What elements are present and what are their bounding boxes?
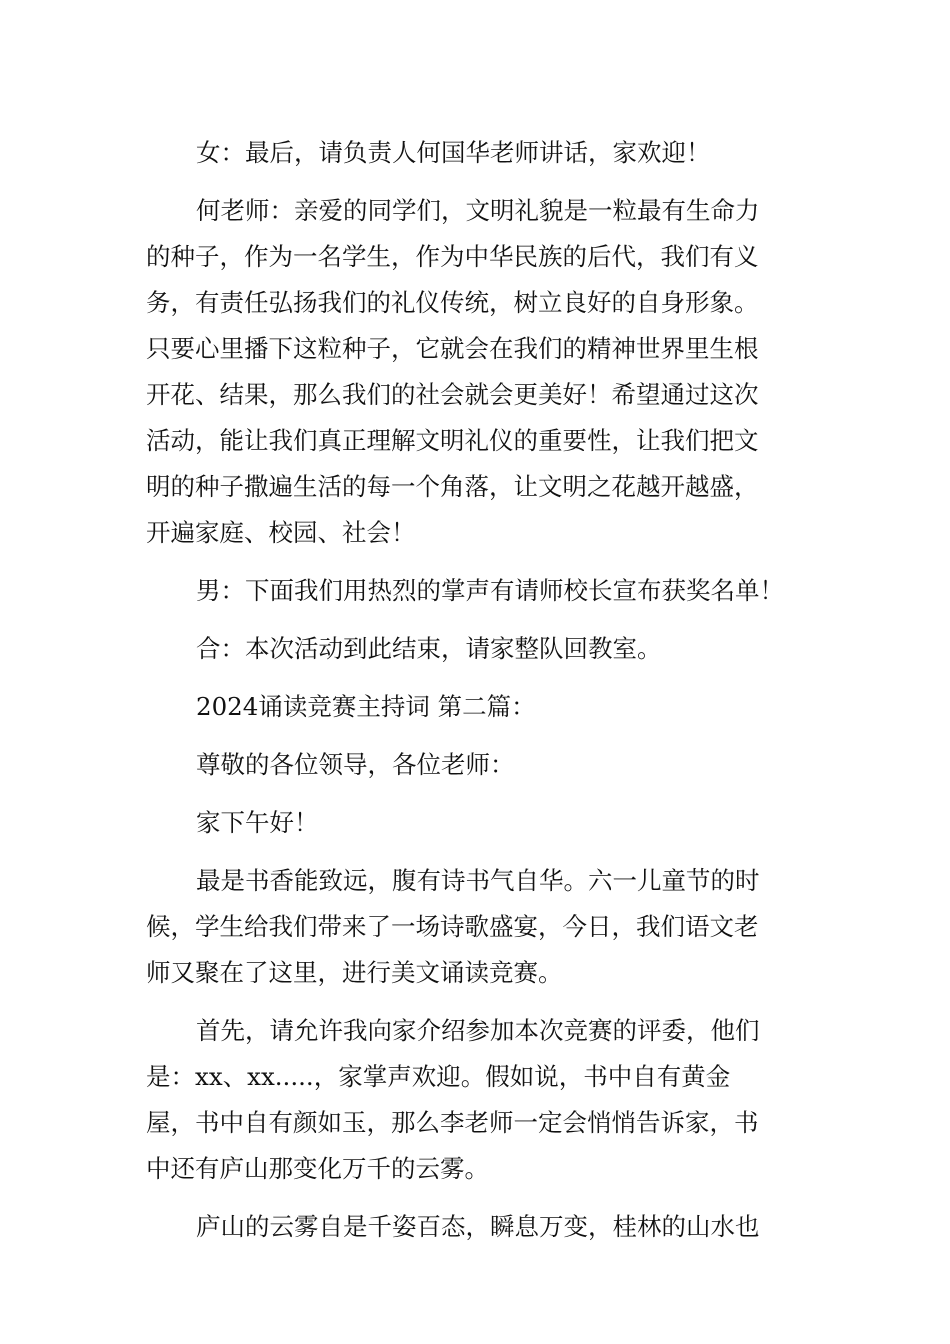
text-line: 活动，能让我们真正理解文明礼仪的重要性，让我们把文 xyxy=(146,426,759,455)
paragraph-greeting xyxy=(146,800,806,846)
text-line: 何老师：亲爱的同学们，文明礼貌是一粒最有生命力 xyxy=(196,196,760,225)
text-line: 2024诵读竞赛主持词 第二篇： xyxy=(196,692,536,721)
text-line: 务，有责任弘扬我们的礼仪传统，树立良好的自身形象。 xyxy=(146,288,759,317)
paragraph-male-host xyxy=(146,568,806,614)
text-line: 候，学生给我们带来了一场诗歌盛宴，今日，我们语文老 xyxy=(146,912,759,941)
text-line: 是：xx、xx.....，家掌声欢迎。假如说，书中自有黄金 xyxy=(146,1062,731,1091)
text-line: 开花、结果，那么我们的社会就会更美好！希望通过这次 xyxy=(146,380,759,409)
text-line: 庐山的云雾自是千姿百态，瞬息万变，桂林的山水也 xyxy=(196,1212,760,1241)
paragraph-female-host xyxy=(146,130,806,176)
paragraph-salutation xyxy=(146,742,806,788)
text-line: 只要心里播下这粒种子，它就会在我们的精神世界里生根 xyxy=(146,334,759,363)
paragraph-joint-closing xyxy=(146,626,806,672)
text-line: 家下午好！ xyxy=(196,808,319,837)
text-line: 的种子，作为一名学生，作为中华民族的后代，我们有义 xyxy=(146,242,759,271)
section-heading xyxy=(146,684,806,730)
text-line: 屋，书中自有颜如玉，那么李老师一定会悄悄告诉家，书 xyxy=(146,1108,759,1137)
text-line: 开遍家庭、校园、社会！ xyxy=(146,518,416,547)
text-line: 男：下面我们用热烈的掌声有请师校长宣布获奖名单！ xyxy=(196,576,784,605)
text-line: 合：本次活动到此结束，请家整队回教室。 xyxy=(196,634,662,663)
text-line: 首先，请允许我向家介绍参加本次竞赛的评委，他们 xyxy=(196,1016,760,1045)
document-page xyxy=(146,130,806,1250)
paragraph-lushan xyxy=(146,1204,806,1250)
text-line: 明的种子撒遍生活的每一个角落，让文明之花越开越盛， xyxy=(146,472,759,501)
text-line: 中还有庐山那变化万千的云雾。 xyxy=(146,1154,489,1183)
text-line: 师又聚在了这里，进行美文诵读竞赛。 xyxy=(146,958,563,987)
paragraph-teacher-he-speech xyxy=(146,188,806,556)
paragraph-judges-intro xyxy=(146,1008,806,1192)
text-line: 女：最后，请负责人何国华老师讲话，家欢迎！ xyxy=(196,138,711,167)
text-line: 最是书香能致远，腹有诗书气自华。六一儿童节的时 xyxy=(196,866,760,895)
text-line: 尊敬的各位领导，各位老师： xyxy=(196,750,515,779)
paragraph-opening xyxy=(146,858,806,996)
